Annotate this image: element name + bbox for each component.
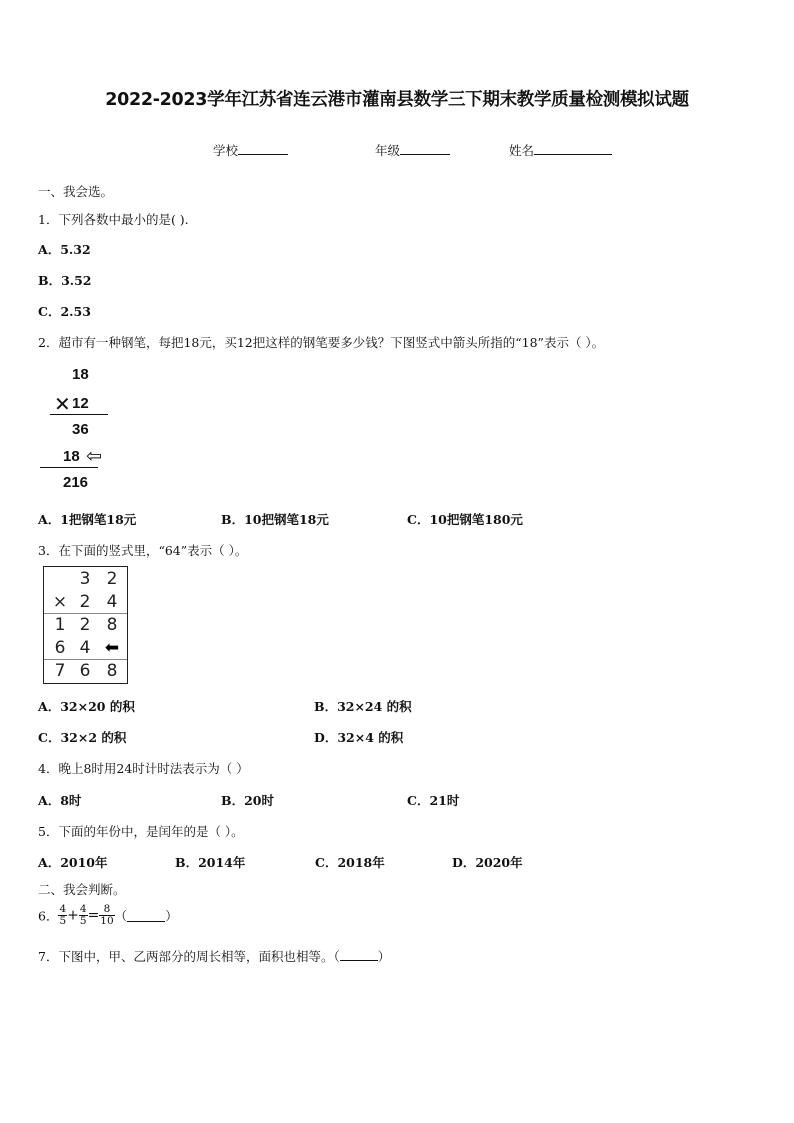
grid-r5-c2: 6 [79, 661, 91, 681]
plus-sign: + [67, 907, 79, 924]
q2-multiplier: 12 [72, 395, 89, 412]
q3-option-a: A．32×20 的积 [38, 699, 135, 714]
grid-r2-c3: 4 [106, 592, 118, 612]
school-blank[interactable] [238, 142, 288, 155]
hollow-arrow-left-icon: ⇦ [86, 445, 102, 467]
grid-r1-c3: 2 [106, 569, 118, 589]
q3-stem: 3．在下面的竖式里，“64”表示（ ）。 [38, 543, 248, 558]
q1-option-c: C．2.53 [38, 304, 91, 319]
q7-statement [38, 947, 390, 965]
q5-stem: 5．下面的年份中，是闰年的是（ ）。 [38, 824, 244, 839]
section-1-heading: 一、我会选。 [38, 184, 114, 199]
q1-stem: 1．下列各数中最小的是( ). [38, 212, 189, 227]
grid-r5-c1: 7 [54, 661, 66, 681]
school-field [213, 141, 288, 159]
q4-stem: 4．晚上8时用24时计时法表示为（ ） [38, 761, 249, 776]
q5-option-a: A．2010年 [38, 855, 108, 870]
q2-option-b: B．10把钢笔18元 [221, 512, 329, 527]
q3-option-b: B．32×24 的积 [314, 699, 412, 714]
multiply-icon: ✕ [54, 394, 71, 416]
q2-rule-2 [40, 467, 98, 468]
q6-right-paren: ） [165, 908, 178, 924]
q2-multiplicand: 18 [72, 366, 89, 383]
fraction-eight-tenths: $\frac{8}{10}$ [100, 903, 114, 927]
q2-result: 216 [63, 474, 89, 491]
fraction-four-fifths-2: $\frac{4}{5}$ [79, 903, 87, 927]
grid-r3-c3: 8 [106, 615, 118, 635]
grade-label: 年级 [375, 143, 401, 158]
q6-number: 6． [38, 908, 59, 924]
grid-r3-c2: 2 [79, 615, 91, 635]
fraction-four-fifths-1: $\frac{4}{5}$ [59, 903, 67, 927]
grid-r2-c2: 2 [79, 592, 91, 612]
q4-option-b: B．20时 [221, 793, 274, 808]
grid-r2-c1: × [52, 592, 68, 612]
q5-option-c: C．2018年 [315, 855, 385, 870]
q1-option-a: A．5.32 [38, 242, 91, 257]
q4-option-a: A．8时 [38, 793, 82, 808]
q2-stem: 2．超市有一种钢笔，每把18元，买12把这样的钢笔要多少钱？下图竖式中箭头所指的“18”表示（ ）。 [38, 335, 605, 350]
name-label: 姓名 [509, 143, 535, 158]
q2-option-c: C．10把钢笔180元 [407, 512, 523, 527]
q5-option-d: D．2020年 [452, 855, 523, 870]
grade-blank[interactable] [400, 142, 450, 155]
grid-r5-c3: 8 [106, 661, 118, 681]
solid-arrow-left-icon: ⬅ [104, 638, 120, 658]
name-field [509, 141, 612, 159]
q4-option-c: C．21时 [407, 793, 460, 808]
grid-r3-c1: 1 [54, 615, 66, 635]
grid-rule-1 [44, 613, 127, 614]
name-blank[interactable] [534, 142, 612, 155]
grade-field [375, 141, 450, 159]
page-title: 2022-2023学年江苏省连云港市灌南县数学三下期末教学质量检测模拟试题 [105, 90, 689, 110]
q3-option-d: D．32×4 的积 [314, 730, 404, 745]
grid-r4-c1: 6 [54, 638, 66, 658]
school-label: 学校 [213, 143, 239, 158]
section-2-heading: 二、我会判断。 [38, 882, 126, 897]
q6-statement [38, 904, 178, 927]
q7-right-paren: ） [377, 949, 391, 964]
q3-multiplication-grid [43, 566, 128, 684]
grid-r4-c2: 4 [79, 638, 91, 658]
q6-answer-blank[interactable] [127, 910, 165, 922]
equals-sign: = [87, 907, 100, 924]
q2-option-a: A．1把钢笔18元 [38, 512, 137, 527]
q7-stem: 7．下图中，甲、乙两部分的周长相等，面积也相等。（ [38, 949, 340, 964]
q2-partial-1: 36 [72, 421, 89, 438]
q1-option-b: B．3.52 [38, 273, 92, 288]
grid-rule-2 [44, 659, 127, 660]
q2-rule-1 [50, 414, 108, 415]
q3-option-c: C．32×2 的积 [38, 730, 127, 745]
q7-answer-blank[interactable] [340, 949, 378, 961]
q6-left-paren: （ [114, 908, 128, 924]
q5-option-b: B．2014年 [175, 855, 246, 870]
grid-r1-c2: 3 [79, 569, 91, 589]
q2-partial-2: 18 [63, 448, 80, 465]
